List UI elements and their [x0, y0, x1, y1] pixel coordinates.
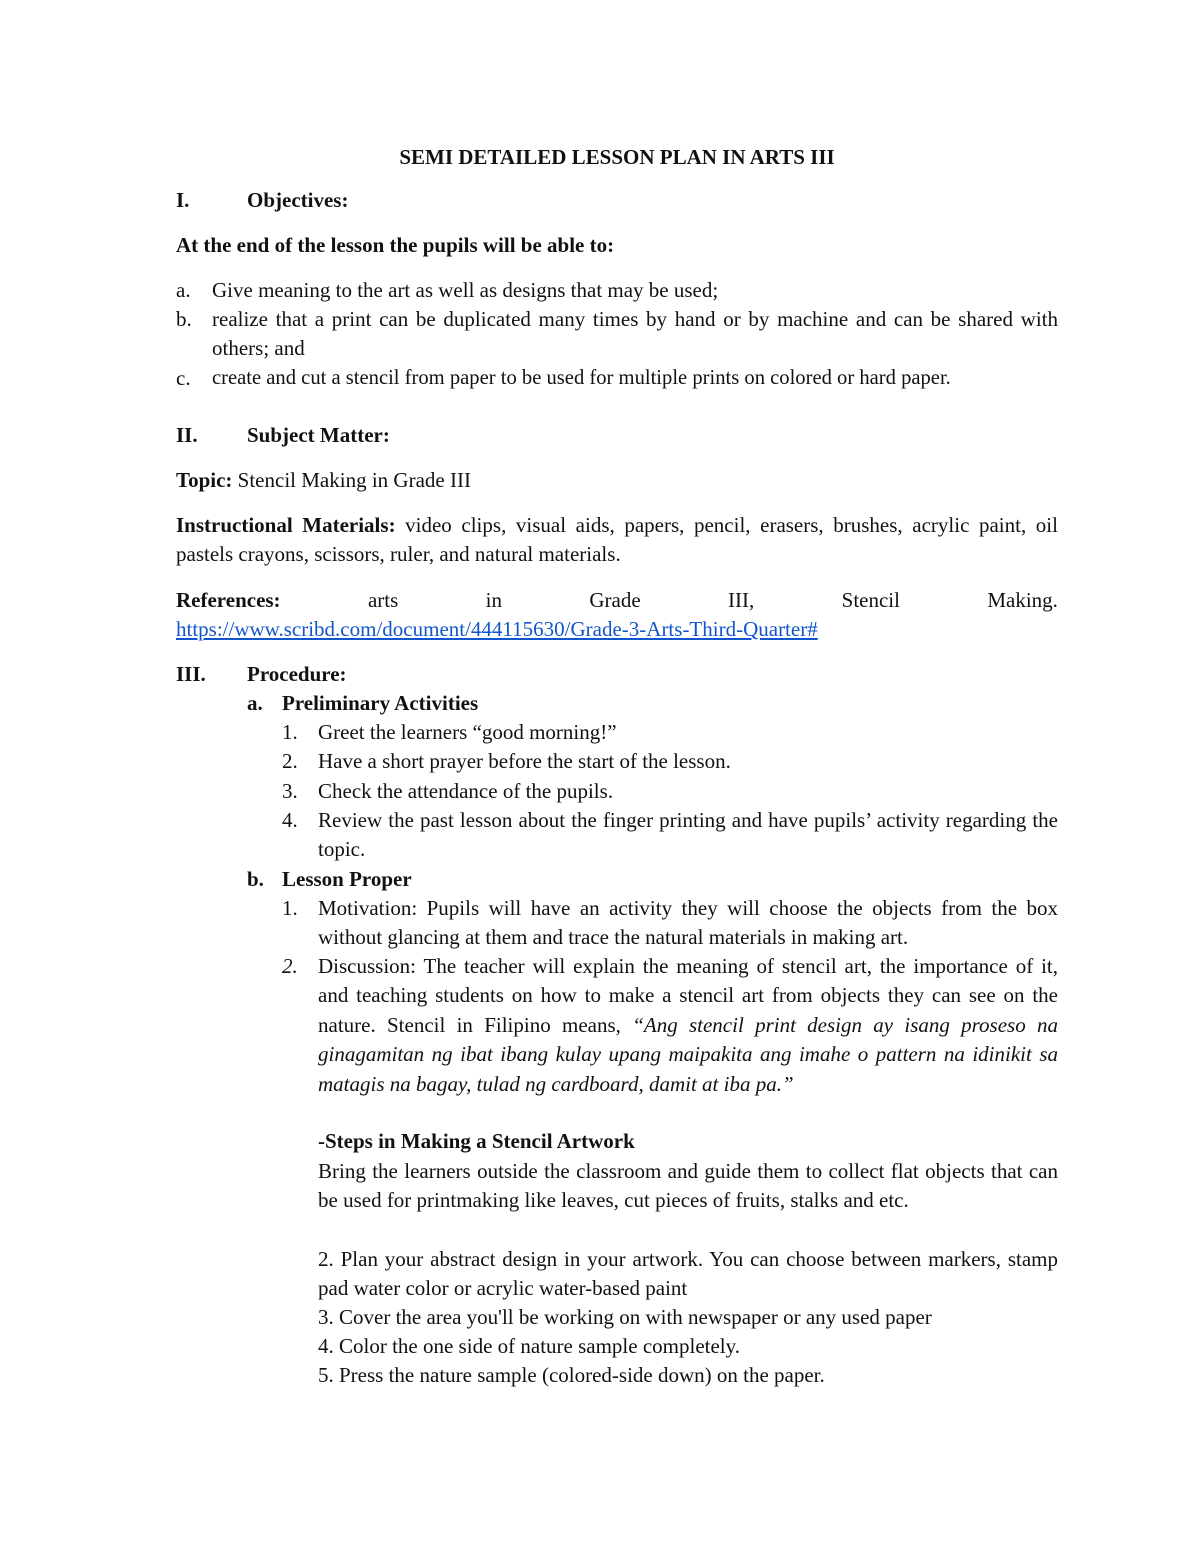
step-item: 3. Cover the area you'll be working on with newspaper or any used paper: [318, 1305, 932, 1329]
step-item: Bring the learners outside the classroom and guide them to collect flat objects that can be used for printmaking like leaves, cut pieces of fruits, stalks and etc.: [318, 1159, 1058, 1213]
section-heading-objectives: Objectives:: [247, 188, 349, 212]
topic-line: [176, 466, 1058, 495]
references-label: References:: [176, 588, 281, 612]
list-number: 4.: [282, 808, 298, 832]
objective-item: Give meaning to the art as well as designs that may be used;: [212, 278, 719, 302]
list-number: 3.: [282, 779, 298, 803]
objective-letter: b.: [176, 307, 192, 331]
objective-item: realize that a print can be duplicated many times by hand or by machine and can be shared with others; and: [212, 307, 1058, 361]
references-word: in: [485, 588, 502, 612]
references-word: Grade: [589, 588, 641, 612]
section-heading-procedure: Procedure:: [247, 662, 347, 686]
list-number: 1.: [282, 720, 298, 744]
subsection-heading-preliminary: Preliminary Activities: [282, 691, 479, 715]
subsection-letter: a.: [247, 691, 263, 715]
materials-paragraph: [176, 511, 1058, 570]
topic-label: Topic:: [176, 468, 233, 492]
topic-value: Stencil Making in Grade III: [237, 468, 471, 492]
list-item: Have a short prayer before the start of the lesson.: [318, 749, 731, 773]
references-word: Making.: [987, 588, 1058, 612]
section-heading-subject-matter: Subject Matter:: [247, 423, 390, 447]
list-number: 1.: [282, 896, 298, 920]
motivation-text: Motivation: Pupils will have an activity they will choose the objects from the box without glancing at them and trace the natural materials in making art.: [318, 896, 1058, 950]
step-item: 2. Plan your abstract design in your artwork. You can choose between markers, stamp pad water color or acrylic water-based paint: [318, 1247, 1058, 1301]
materials-value: video clips, visual aids, papers, pencil, erasers, brushes, acrylic paint, oil pastels crayons, scissors, ruler, and natural materials.: [176, 513, 1058, 567]
subsection-letter: b.: [247, 867, 264, 891]
subsection-heading-lesson-proper: Lesson Proper: [282, 867, 412, 891]
list-number: 2.: [282, 954, 298, 978]
step-item: 5. Press the nature sample (colored-side down) on the paper.: [318, 1363, 825, 1387]
section-numeral-objectives: I.: [176, 188, 190, 212]
objective-letter: c.: [176, 366, 191, 390]
step-item: 4. Color the one side of nature sample completely.: [318, 1334, 741, 1358]
steps-heading: -Steps in Making a Stencil Artwork: [318, 1129, 635, 1153]
list-item: Review the past lesson about the finger printing and have pupils’ activity regarding the topic.: [318, 808, 1058, 862]
references-word: III,: [728, 588, 755, 612]
discussion-paragraph: [318, 952, 1058, 1099]
references-word: arts: [367, 588, 399, 612]
list-item: Check the attendance of the pupils.: [318, 779, 614, 803]
section-numeral-procedure: III.: [176, 662, 206, 686]
objective-letter: a.: [176, 278, 191, 302]
list-number: 2.: [282, 749, 298, 773]
references-line: [176, 586, 1058, 615]
list-item: Greet the learners “good morning!”: [318, 720, 617, 744]
discussion-quote: “Ang stencil print design ay isang proseso na ginagamitan ng ibat ibang kulay upang maipakita ang imahe o pattern na idinikit sa matagis na bagay, tulad ng cardboard, damit at iba pa.”: [318, 1012, 1058, 1096]
section-numeral-subject-matter: II.: [176, 423, 198, 447]
references-word: Stencil: [841, 588, 900, 612]
objective-item: create and cut a stencil from paper to be used for multiple prints on colored or hard paper.: [212, 367, 951, 389]
references-link[interactable]: https://www.scribd.com/document/444115630/Grade-3-Arts-Third-Quarter#: [176, 617, 818, 641]
materials-label: Instructional Materials:: [176, 513, 396, 537]
discussion-text: Discussion: The teacher will explain the meaning of stencil art, the importance of it, and teaching students on how to make a stencil art from objects they can see on the nature. Stencil in Filipino means,: [318, 954, 1058, 1037]
page-title: SEMI DETAILED LESSON PLAN IN ARTS III: [399, 145, 835, 169]
objectives-intro: At the end of the lesson the pupils will be able to:: [176, 233, 615, 257]
